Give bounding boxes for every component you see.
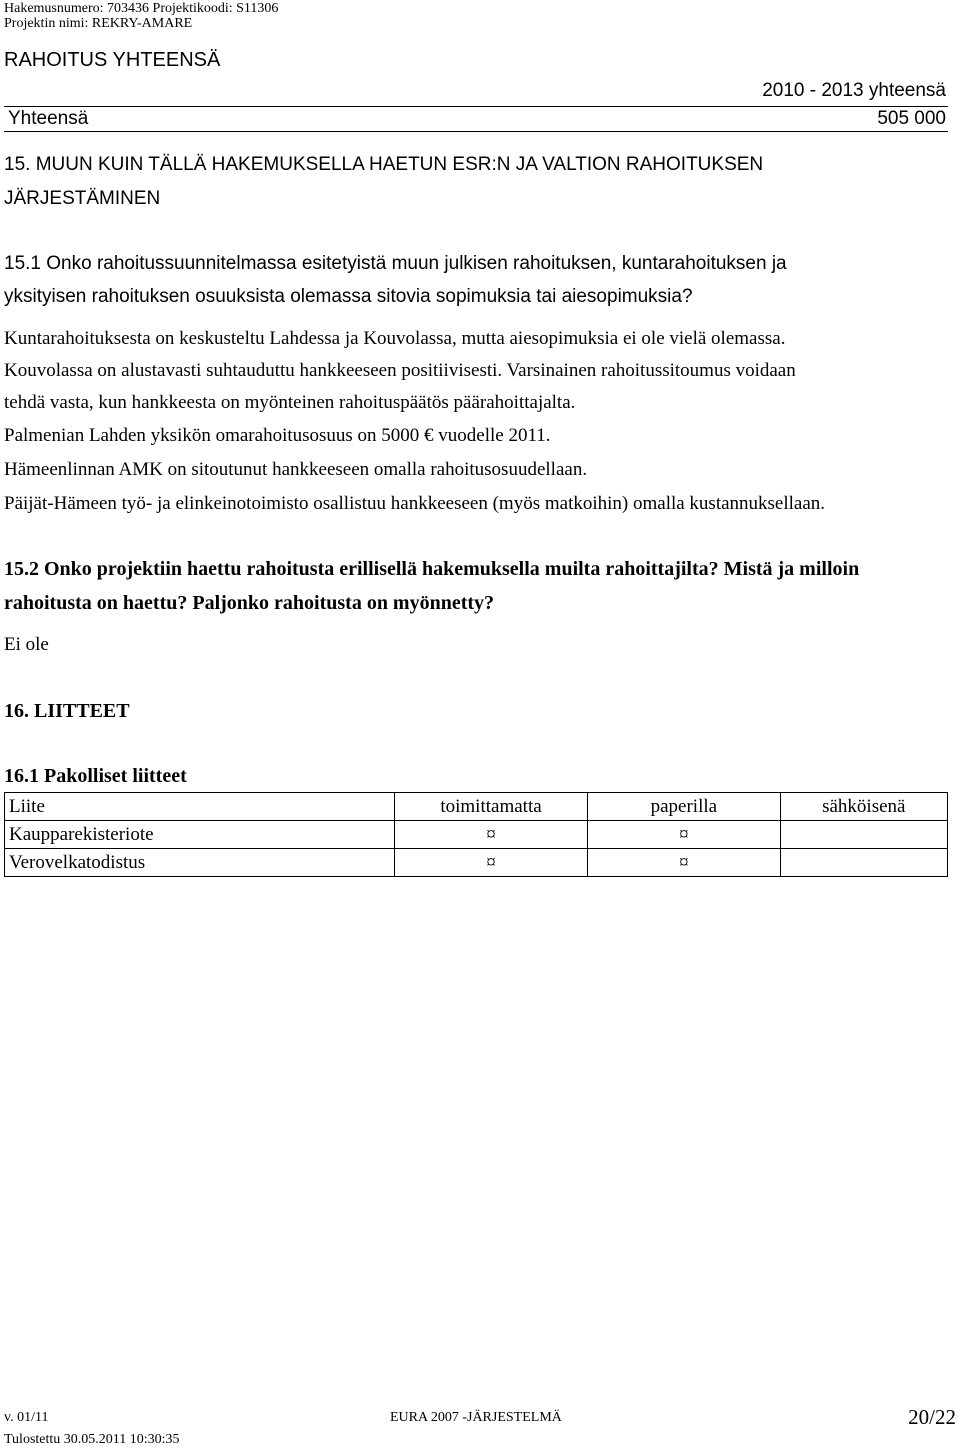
question-15-1-line1: 15.1 Onko rahoitussuunnitelmassa esitetyistä muun julkisen rahoituksen, kuntarahoituksen ja <box>4 253 787 274</box>
funding-total-label: Yhteensä <box>8 108 89 129</box>
attachment-name: Verovelkatodistus <box>5 849 395 877</box>
answer-15-1-line: Kuntarahoituksesta on keskusteltu Lahdessa ja Kouvolassa, mutta aiesopimuksia ei ole vielä olemassa. <box>4 328 786 349</box>
footer-system: EURA 2007 -JÄRJESTELMÄ <box>390 1410 562 1425</box>
attachments-table <box>4 792 948 877</box>
funding-period-label: 2010 - 2013 yhteensä <box>762 80 946 101</box>
table-row <box>5 849 948 877</box>
attachment-mark: ¤ <box>394 849 587 877</box>
question-15-2-line2: rahoitusta on haettu? Paljonko rahoitusta on myönnetty? <box>4 592 495 614</box>
answer-15-1-line: tehdä vasta, kun hankkeesta on myönteinen rahoituspäätös päärahoittajalta. <box>4 392 576 413</box>
question-15-2-line1: 15.2 Onko projektiin haettu rahoitusta erillisellä hakemuksella muilta rahoittajilta? Mistä ja milloin <box>4 558 860 580</box>
footer-page-number: 20/22 <box>908 1405 956 1429</box>
table-row <box>5 821 948 849</box>
footer-version: v. 01/11 <box>4 1410 49 1425</box>
column-header-toimittamatta: toimittamatta <box>394 793 587 821</box>
funding-total-title: RAHOITUS YHTEENSÄ <box>4 49 221 71</box>
footer-printed-timestamp: Tulostettu 30.05.2011 10:30:35 <box>4 1432 180 1447</box>
column-header-liite: Liite <box>5 793 395 821</box>
attachment-mark <box>780 849 947 877</box>
answer-15-1-line: Päijät-Hämeen työ- ja elinkeinotoimisto osallistuu hankkeeseen (myös matkoihin) omalla kustannuksellaan. <box>4 493 826 514</box>
column-header-paperilla: paperilla <box>588 793 780 821</box>
attachment-mark: ¤ <box>394 821 587 849</box>
funding-totals-table <box>4 80 948 130</box>
column-header-sahkoisena: sähköisenä <box>780 793 947 821</box>
section-16-heading: 16. LIITTEET <box>4 700 130 722</box>
answer-15-2: Ei ole <box>4 634 49 655</box>
answer-15-1-line: Hämeenlinnan AMK on sitoutunut hankkeeseen omalla rahoitusosuudellaan. <box>4 459 588 480</box>
attachment-mark: ¤ <box>588 821 780 849</box>
attachment-mark: ¤ <box>588 849 780 877</box>
answer-15-1-line: Kouvolassa on alustavasti suhtauduttu hankkeeseen positiivisesti. Varsinainen rahoitussitoumus voidaan <box>4 360 796 381</box>
application-number-line: Hakemusnumero: 703436 Projektikoodi: S11306 <box>4 1 279 16</box>
section-16-1-subheading: 16.1 Pakolliset liitteet <box>4 765 187 787</box>
attachment-name: Kaupparekisteriote <box>5 821 395 849</box>
funding-total-value: 505 000 <box>877 108 946 129</box>
table-header-row <box>5 793 948 821</box>
section-15-heading-line2: JÄRJESTÄMINEN <box>4 188 161 209</box>
question-15-1-line2: yksityisen rahoituksen osuuksista olemassa sitovia sopimuksia tai aiesopimuksia? <box>4 286 693 307</box>
attachment-mark <box>780 821 947 849</box>
project-name-line: Projektin nimi: REKRY-AMARE <box>4 16 193 31</box>
answer-15-1-line: Palmenian Lahden yksikön omarahoitusosuus on 5000 € vuodelle 2011. <box>4 425 551 446</box>
funding-total-row <box>4 106 948 132</box>
section-15-heading-line1: 15. MUUN KUIN TÄLLÄ HAKEMUKSELLA HAETUN ESR:N JA VALTION RAHOITUKSEN <box>4 154 764 175</box>
